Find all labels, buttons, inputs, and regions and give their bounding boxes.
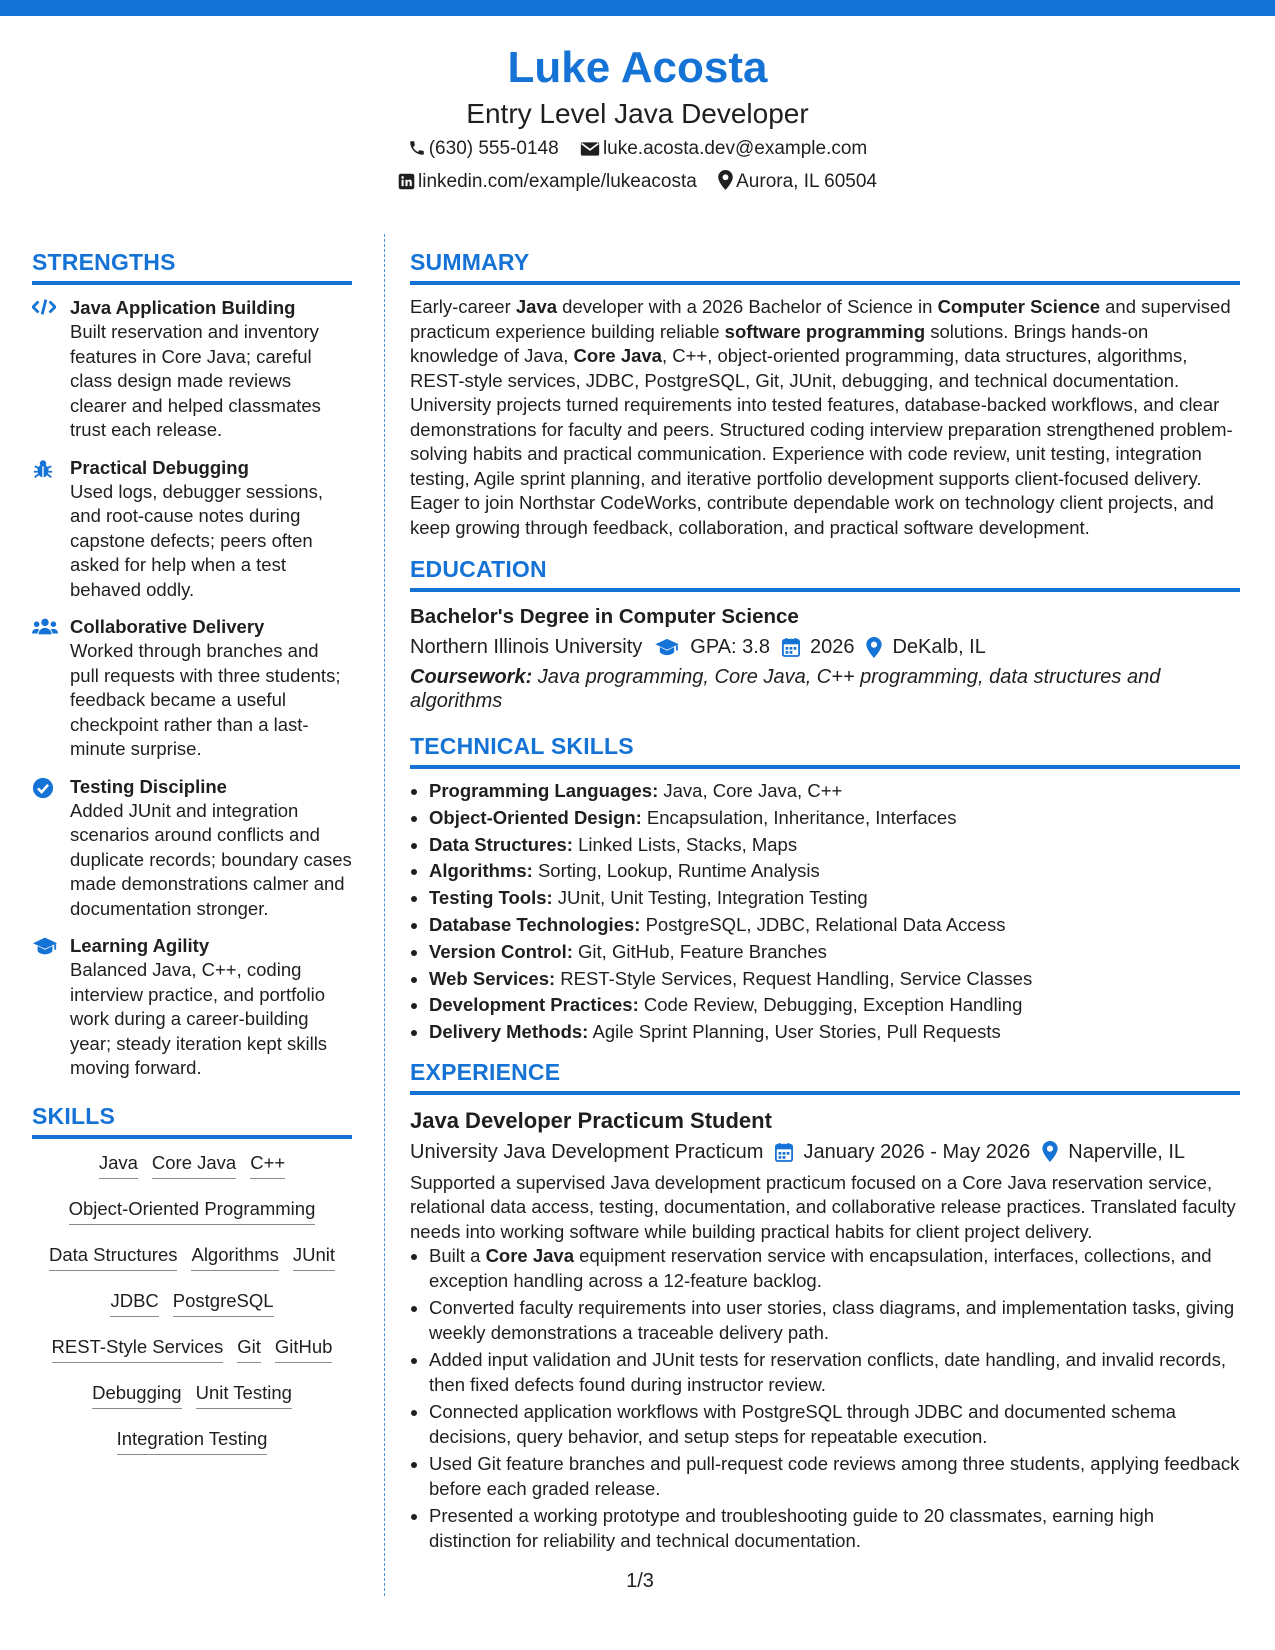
strength-description: Added JUnit and integration scenarios around conflicts and duplicate records; boundary cases made demonstrations calmer and documentation stronger. <box>70 799 352 919</box>
list-item: • Testing Tools: JUnit, Unit Testing, Integration Testing <box>429 886 1240 911</box>
strength-item <box>32 295 352 443</box>
job-location: Naperville, IL <box>1042 1137 1185 1167</box>
email[interactable] <box>580 133 867 165</box>
strength-description: Worked through branches and pull requests with three students; feedback became a useful checkpoint rather than a last-minute surprise. <box>70 640 341 759</box>
list-item: • Algorithms: Sorting, Lookup, Runtime Analysis <box>429 859 1240 884</box>
strength-title: Practical Debugging <box>70 456 249 478</box>
technical-skills-heading: TECHNICAL SKILLS <box>410 731 1240 769</box>
skill-chip: JDBC <box>110 1287 158 1317</box>
list-item: • Delivery Methods: Agile Sprint Planning, User Stories, Pull Requests <box>429 1020 1240 1045</box>
code-icon <box>32 298 56 316</box>
column-divider <box>384 234 385 1596</box>
education-meta <box>410 632 1240 662</box>
linkedin-text: linkedin.com/example/lukeacosta <box>418 171 697 192</box>
skill-chip: C++ <box>250 1149 285 1179</box>
gpa: GPA: 3.8 <box>654 632 770 662</box>
location-text: Aurora, IL 60504 <box>736 171 877 192</box>
coursework: Coursework: Java programming, Core Java, C++ programming, data structures and algorithms <box>410 666 1161 712</box>
skill-chip: Data Structures <box>49 1241 178 1271</box>
list-item: • Data Structures: Linked Lists, Stacks, Maps <box>429 833 1240 858</box>
skill-chip: Unit Testing <box>196 1379 292 1409</box>
map-pin-icon <box>1042 1141 1058 1162</box>
skill-row <box>32 1195 352 1225</box>
degree: Bachelor's Degree in Computer Science <box>410 605 799 628</box>
phone <box>408 133 559 165</box>
users-icon <box>32 617 58 637</box>
skill-chip: JUnit <box>293 1241 335 1271</box>
right-column <box>410 247 1240 1556</box>
skill-row <box>32 1425 352 1455</box>
strength-description: Balanced Java, C++, coding interview practice, and portfolio work during a career-building year; steady iteration kept skills moving forward. <box>70 959 328 1078</box>
list-item: • Presented a working prototype and troubleshooting guide to 20 classmates, earning high distinction for reliability and technical documentation. <box>429 1504 1240 1553</box>
strength-title: Collaborative Delivery <box>70 616 265 637</box>
job-meta <box>410 1137 1240 1167</box>
resume-header <box>0 40 1275 198</box>
skill-chip: Core Java <box>152 1149 236 1179</box>
skills-chips <box>32 1149 352 1455</box>
job-dates: January 2026 - May 2026 <box>775 1137 1030 1167</box>
contact-row-2 <box>0 166 1275 198</box>
map-pin-icon <box>718 170 733 190</box>
education-heading: EDUCATION <box>410 554 1240 592</box>
contact-row-1 <box>0 133 1275 165</box>
strength-title: Testing Discipline <box>70 775 227 797</box>
phone-icon <box>408 139 426 157</box>
candidate-name: Luke Acosta <box>507 43 768 92</box>
calendar-icon <box>775 1142 793 1162</box>
strength-description: Used logs, debugger sessions, and root-cause notes during capstone defects; peers often asked for help when a test behaved oddly. <box>70 480 323 600</box>
list-item: • Used Git feature branches and pull-request code reviews among three students, applying feedback before each graded release. <box>429 1452 1240 1501</box>
skill-chip: Object-Oriented Programming <box>69 1195 316 1225</box>
strength-description: Built reservation and inventory features in Core Java; careful class design made reviews clearer and helped classmates trust each release. <box>70 321 321 440</box>
list-item: • Added input validation and JUnit tests for reservation conflicts, date handling, and invalid records, then fixed defects found during instructor review. <box>429 1348 1240 1397</box>
skills-heading: SKILLS <box>32 1101 352 1139</box>
list-item: • Web Services: REST-Style Services, Request Handling, Service Classes <box>429 967 1240 992</box>
job-title: Java Developer Practicum Student <box>410 1107 772 1133</box>
skill-chip: PostgreSQL <box>173 1287 274 1317</box>
skill-chip: Algorithms <box>191 1241 278 1271</box>
skill-row <box>32 1149 352 1179</box>
top-accent-bar <box>0 0 1275 16</box>
list-item: • Connected application workflows with PostgreSQL through JDBC and documented schema decisions, query behavior, and setup steps for repeatable execution. <box>429 1400 1240 1449</box>
list-item: • Object-Oriented Design: Encapsulation, Inheritance, Interfaces <box>429 806 1240 831</box>
skill-chip: Git <box>237 1333 261 1363</box>
technical-skills-list <box>410 779 1240 1045</box>
skill-chip: REST-Style Services <box>52 1333 224 1363</box>
location <box>718 166 877 198</box>
list-item: • Built a Core Java equipment reservation service with encapsulation, interfaces, collections, and exception handling across a 12-feature backlog. <box>429 1244 1240 1293</box>
list-item: • Converted faculty requirements into user stories, class diagrams, and implementation tasks, giving weekly demonstrations a traceable delivery path. <box>429 1296 1240 1345</box>
left-column <box>32 247 352 1471</box>
strengths-heading: STRENGTHS <box>32 247 352 285</box>
phone-text: (630) 555-0148 <box>428 138 559 159</box>
school: Northern Illinois University <box>410 636 643 658</box>
job-description: Supported a supervised Java development practicum focused on a Core Java reservation service, relational data access, testing, documentation, and collaborative release practices. Translated faculty needs into working software while building practical habits for client project delivery. <box>410 1171 1236 1242</box>
employer: University Java Development Practicum <box>410 1140 764 1163</box>
summary-text: Early-career Java developer with a 2026 Bachelor of Science in Computer Science and supervised practicum experience building reliable software programming solutions. Brings hands-on knowledge of Java, Core Java, C++, object-oriented programming, data structures, algorithms, REST-style services, JDBC, PostgreSQL, Git, JUnit, debugging, and technical documentation. University projects turned requirements into tested features, database-backed workflows, and clear demonstrations for faculty and peers. Structured coding interview preparation strengthened problem-solving habits and practical communication. Experience with code review, unit testing, integration testing, Agile sprint planning, and iterative portfolio development supports client-focused delivery. Eager to join Northstar CodeWorks, contribute dependable work on technology client projects, and keep growing through feedback, collaboration, and practical software development. <box>410 296 1233 538</box>
envelope-icon <box>580 141 600 157</box>
skill-chip: Java <box>99 1149 138 1179</box>
strength-title: Java Application Building <box>70 297 296 318</box>
headline: Entry Level Java Developer <box>466 98 809 129</box>
skill-row <box>32 1241 352 1271</box>
skill-row <box>32 1287 352 1317</box>
email-text: luke.acosta.dev@example.com <box>602 138 868 159</box>
list-item: • Version Control: Git, GitHub, Feature Branches <box>429 940 1240 965</box>
experience-heading: EXPERIENCE <box>410 1057 1240 1095</box>
check-circle-icon <box>32 777 54 799</box>
linkedin-icon <box>398 173 415 190</box>
calendar-icon <box>782 637 800 657</box>
list-item: • Database Technologies: PostgreSQL, JDBC, Relational Data Access <box>429 913 1240 938</box>
skill-chip: GitHub <box>275 1333 333 1363</box>
page-number: 1/3 <box>626 1570 654 1592</box>
skill-row <box>32 1333 352 1363</box>
strength-title: Learning Agility <box>70 935 210 956</box>
strength-item <box>32 933 352 1081</box>
experience-bullets <box>410 1244 1240 1553</box>
strength-item <box>32 614 352 762</box>
skill-row <box>32 1379 352 1409</box>
list-item: • Development Practices: Code Review, Debugging, Exception Handling <box>429 993 1240 1018</box>
bug-icon <box>32 458 54 480</box>
skill-chip: Integration Testing <box>117 1425 268 1455</box>
summary-heading: SUMMARY <box>410 247 1240 285</box>
strength-item <box>32 774 352 922</box>
map-pin-icon <box>866 637 882 658</box>
strength-item <box>32 455 352 603</box>
list-item: • Programming Languages: Java, Core Java, C++ <box>429 779 1240 804</box>
skill-chip: Debugging <box>92 1379 182 1409</box>
graduation-cap-icon <box>32 936 58 956</box>
linkedin[interactable] <box>398 166 697 198</box>
edu-location: DeKalb, IL <box>866 632 985 662</box>
graduation-cap-icon <box>654 638 680 656</box>
grad-year: 2026 <box>782 632 855 662</box>
